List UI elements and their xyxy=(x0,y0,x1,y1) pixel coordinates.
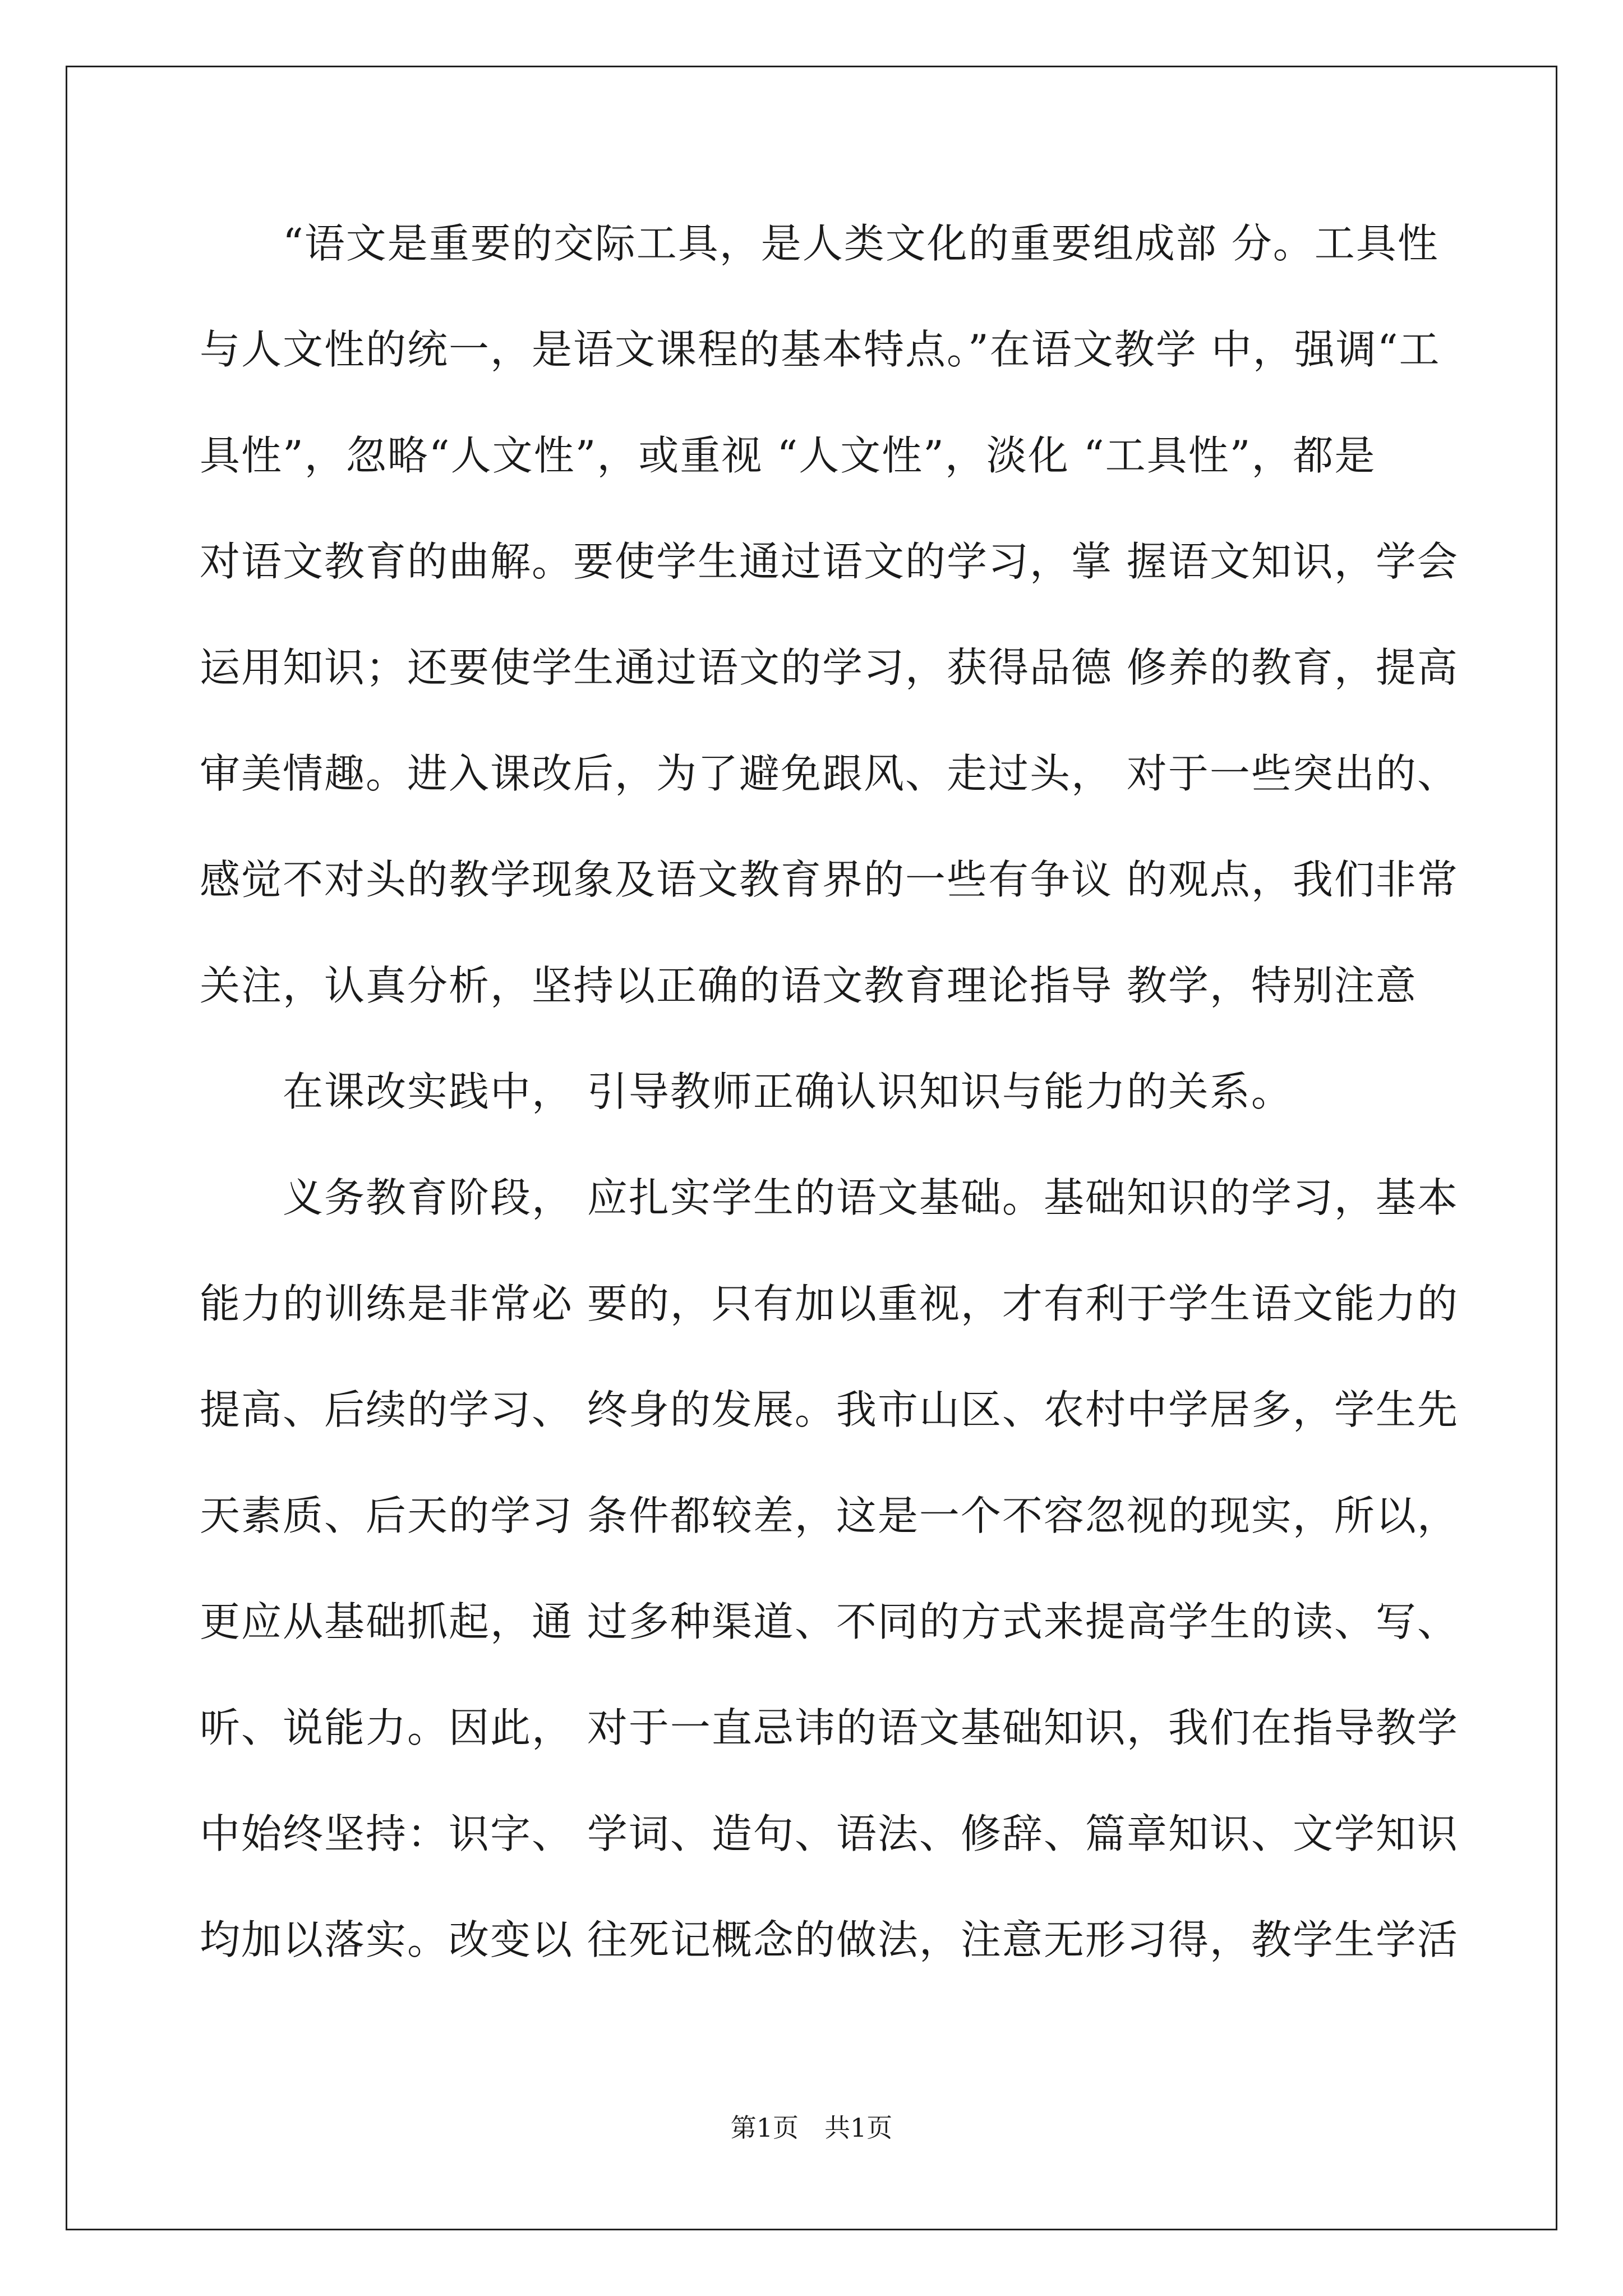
text-line-5: 运用知识；还要使学生通过语文的学习，获得品德 修养的教育，提高 xyxy=(200,644,1459,691)
text-line-16: 中始终坚持：识字、 学词、造句、语法、修辞、篇章知识、文学知识 xyxy=(200,1810,1459,1857)
text-line-3: 具性”，忽略“人文性”，或重视 “人文性”，淡化 “工具性”，都是 xyxy=(200,432,1376,479)
text-line-8: 关注，认真分析，坚持以正确的语文教育理论指导 教学，特别注意 xyxy=(200,962,1417,1009)
text-line-13: 天素质、后天的学习 条件都较差，这是一个不容忽视的现实，所以， xyxy=(200,1492,1459,1539)
text-line-9: 在课改实践中， 引导教师正确认识知识与能力的关系。 xyxy=(283,1068,1293,1115)
page-border xyxy=(66,66,1557,2230)
text-line-10: 义务教育阶段， 应扎实学生的语文基础。基础知识的学习，基本 xyxy=(283,1174,1459,1221)
text-line-1: “语文是重要的交际工具，是人类文化的重要组成部 分。工具性 xyxy=(283,220,1439,267)
text-line-7: 感觉不对头的教学现象及语文教育界的一些有争议 的观点，我们非常 xyxy=(200,856,1459,903)
text-line-4: 对语文教育的曲解。要使学生通过语文的学习，掌 握语文知识，学会 xyxy=(200,538,1459,585)
text-line-12: 提高、后续的学习、 终身的发展。我市山区、农村中学居多，学生先 xyxy=(200,1386,1459,1433)
text-line-2: 与人文性的统一，是语文课程的基本特点。”在语文教学 中，强调“工 xyxy=(200,326,1441,373)
text-line-6: 审美情趣。进入课改后，为了避免跟风、走过头， 对于一些突出的、 xyxy=(200,750,1459,797)
text-line-14: 更应从基础抓起，通 过多种渠道、不同的方式来提高学生的读、写、 xyxy=(200,1598,1459,1645)
text-line-15: 听、说能力。因此， 对于一直忌讳的语文基础知识，我们在指导教学 xyxy=(200,1704,1459,1751)
text-line-17: 均加以落实。改变以 往死记概念的做法，注意无形习得，教学生学活 xyxy=(200,1916,1459,1963)
text-line-11: 能力的训练是非常必 要的，只有加以重视，才有利于学生语文能力的 xyxy=(200,1280,1459,1327)
page-number-footer: 第1页 共1页 xyxy=(730,2113,893,2143)
